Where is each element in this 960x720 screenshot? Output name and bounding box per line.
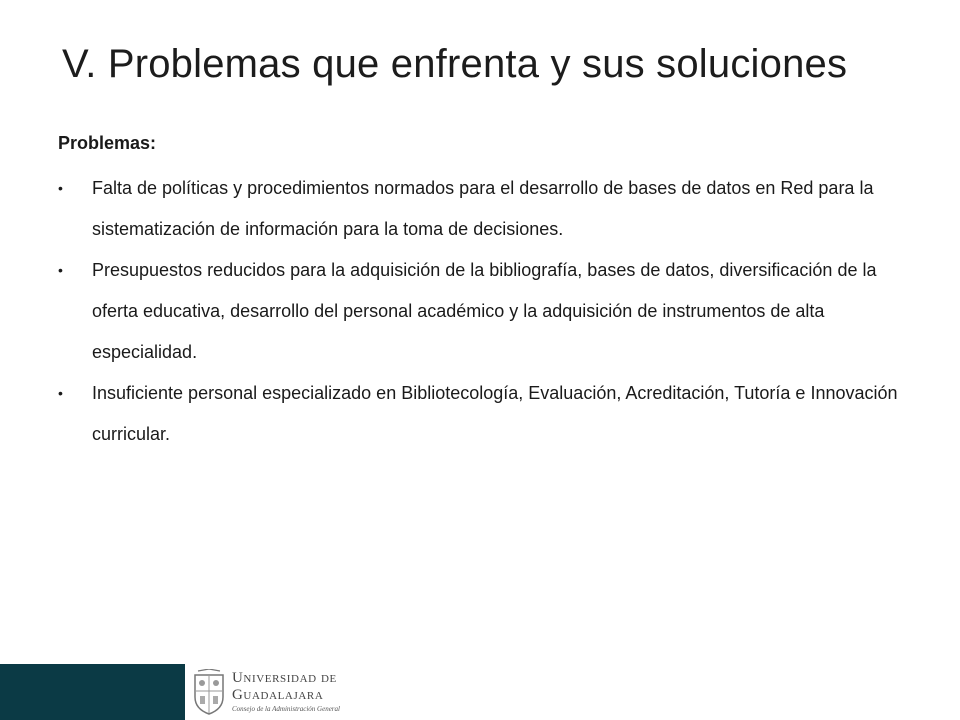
bullet-icon: •: [58, 180, 63, 196]
bullet-icon: •: [58, 262, 63, 278]
university-seal-icon: [192, 669, 226, 715]
slide-title: V. Problemas que enfrenta y sus soluciones: [62, 42, 848, 86]
bullet-text: Insuficiente personal especializado en Bibliotecología, Evaluación, Acreditación, Tutoría e Innovación curricular.: [92, 383, 898, 444]
bullet-list: [58, 168, 908, 455]
bullet-icon: •: [58, 385, 63, 401]
footer-bar: [0, 664, 185, 720]
bullet-item: [58, 250, 908, 373]
bullet-item: [58, 168, 908, 250]
university-logo: [192, 664, 340, 720]
bullet-text: Presupuestos reducidos para la adquisición de la bibliografía, bases de datos, diversificación de la oferta educativa, desarrollo del personal académico y la adquisición de instrumentos de alta especialidad.: [92, 260, 877, 362]
bullet-item: [58, 373, 908, 455]
logo-line-1: Universidad de: [232, 670, 337, 686]
logo-line-2: Guadalajara: [232, 687, 324, 703]
bullet-text: Falta de políticas y procedimientos normados para el desarrollo de bases de datos en Red para la sistematización de información para la toma de decisiones.: [92, 178, 874, 239]
logo-subtitle: Consejo de la Administración General: [232, 705, 340, 713]
section-heading: Problemas:: [58, 133, 157, 153]
